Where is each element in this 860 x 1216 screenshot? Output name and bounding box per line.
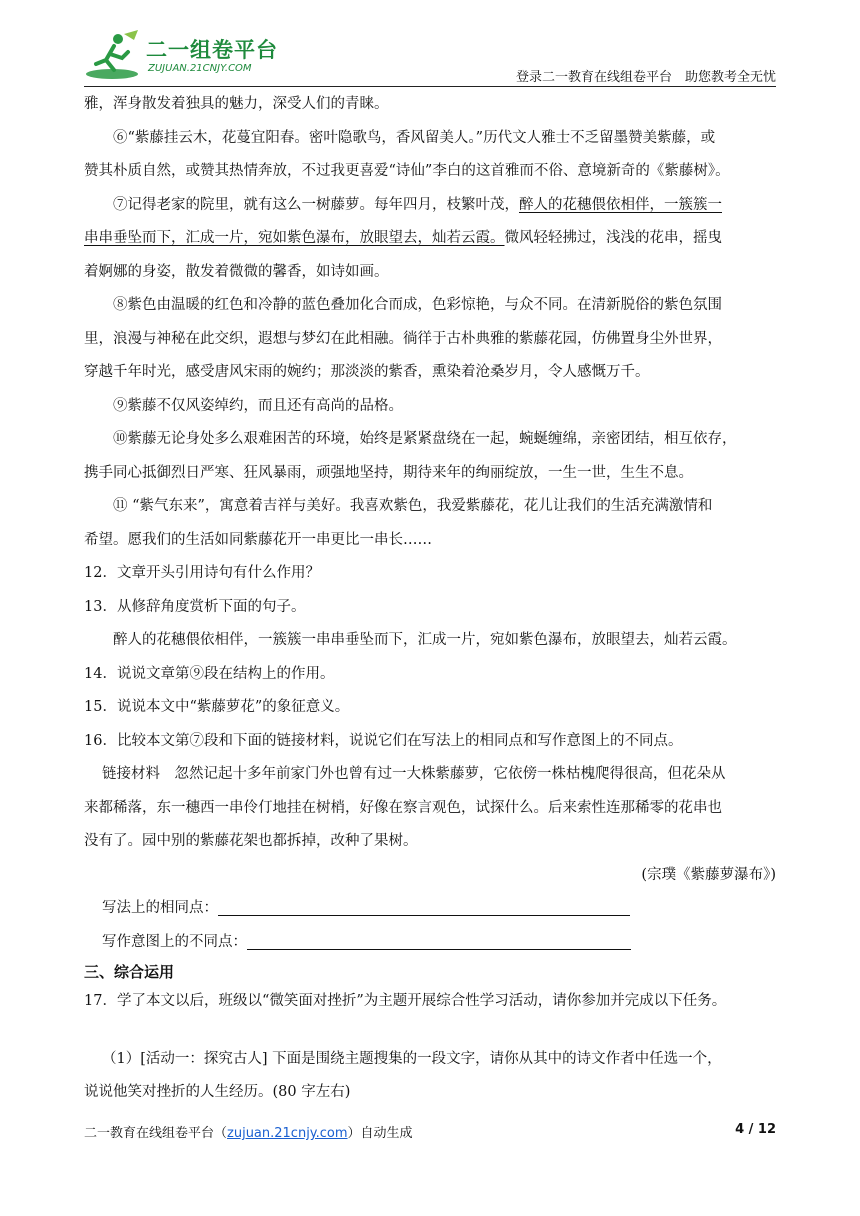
footer-prefix: 二一教育在线组卷平台（ <box>84 1126 228 1141</box>
answer-label: 写法上的相同点： <box>102 900 218 916</box>
underlined-sentence: 串串垂坠而下，汇成一片，宛如紫色瀑布，放眼望去，灿若云霞。 <box>84 230 505 246</box>
spacer <box>84 1019 776 1043</box>
question-13-sentence: 醉人的花穗偎依相伴，一簇簇一串串垂坠而下，汇成一片，宛如紫色瀑布，放眼望去，灿若云霞。 <box>113 632 737 648</box>
paragraph-line: 携手同心抵御烈日严寒、狂风暴雨，顽强地坚持，期待来年的绚丽绽放，一生一世，生生不息。 <box>84 464 693 481</box>
question-16: 16．比较本文第⑦段和下面的链接材料，说说它们在写法上的相同点和写作意图上的不同点。 <box>84 732 683 749</box>
link-material-line: 来都稀落，东一穗西一串伶仃地挂在树梢，好像在察言观色，试探什么。后来索性连那稀零的花串也 <box>84 799 722 816</box>
paragraph-text: ⑦记得老家的院里，就有这么一树藤萝。每年四月，枝繁叶茂， <box>113 196 519 213</box>
answer-blank[interactable] <box>218 895 630 916</box>
page-number: 4 / 12 <box>735 1122 776 1137</box>
paragraph-line: 赞其朴质自然，或赞其热情奔放，不过我更喜爱“诗仙”李白的这首雅而不俗、意境新奇的《紫藤树》。 <box>84 163 730 179</box>
answer-blank[interactable] <box>247 929 631 950</box>
question-17: 17．学了本文以后，班级以“微笑面对挫折”为主题开展综合性学习活动，请你参加并完成以下任务。 <box>84 993 727 1009</box>
answer-row-diff <box>84 926 776 960</box>
paragraph-line: 着婀娜的身姿，散发着微微的馨香，如诗如画。 <box>84 263 389 280</box>
header-slogan: 登录二一教育在线组卷平台 助您教考全无忧 <box>515 70 776 85</box>
question-13: 13．从修辞角度赏析下面的句子。 <box>84 598 306 615</box>
question-12: 12．文章开头引用诗句有什么作用？ <box>84 565 320 581</box>
task-1-line: （1）[活动一：探究古人] 下面是围绕主题搜集的一段文字，请你从其中的诗文作者中任选一个， <box>102 1050 722 1067</box>
document-body <box>84 88 776 1110</box>
footer-link[interactable]: zujuan.21cnjy.com <box>227 1126 348 1141</box>
paragraph-line: ⑩紫藤无论身处多么艰难困苦的环境，始终是紧紧盘绕在一起，蜿蜒缠绵，亲密团结，相互依存， <box>113 431 737 447</box>
paragraph-line: ⑧紫色由温暖的红色和冷静的蓝色叠加化合而成，色彩惊艳，与众不同。在清新脱俗的紫色氛围 <box>113 297 722 313</box>
paragraph-line: 希望。愿我们的生活如同紫藤花开一串更比一串长…… <box>84 531 432 548</box>
paragraph-line <box>84 222 776 256</box>
runner-logo-icon <box>84 30 144 82</box>
paragraph-line: ⑨紫藤不仅风姿绰约，而且还有高尚的品格。 <box>113 397 403 414</box>
task-1-line: 说说他笑对挫折的人生经历。(80 字左右) <box>84 1084 351 1100</box>
logo-url: ZUJUAN.21CNJY.COM <box>148 63 252 74</box>
underlined-sentence: 醉人的花穗偎依相伴，一簇簇一 <box>519 196 722 213</box>
paragraph-text: 微风轻轻拂过，浅浅的花串，摇曳 <box>504 230 722 246</box>
answer-row-same <box>84 892 776 926</box>
section-title: 三、综合运用 <box>84 963 175 981</box>
question-14: 14．说说文章第⑨段在结构上的作用。 <box>84 665 335 682</box>
link-material-line: 没有了。园中别的紫藤花架也都拆掉，改种了果树。 <box>84 833 418 849</box>
paragraph-line: 里，浪漫与神秘在此交织，遐想与梦幻在此相融。徜徉于古朴典雅的紫藤花园，仿佛置身尘外世界， <box>84 330 722 347</box>
paragraph-line: 雅，浑身散发着独具的魅力，深受人们的青睐。 <box>84 96 389 112</box>
paragraph-line: ⑪ “紫气东来”，寓意着吉祥与美好。我喜欢紫色，我爱紫藤花，花儿让我们的生活充满激情和 <box>113 498 713 514</box>
answer-label: 写作意图上的不同点： <box>102 933 247 950</box>
paragraph-line: 穿越千年时光，感受唐风宋雨的婉约；那淡淡的紫香，熏染着沧桑岁月，令人感慨万千。 <box>84 364 650 380</box>
link-material-line: 链接材料 忽然记起十多年前家门外也曾有过一大株紫藤萝，它依傍一株枯槐爬得很高，但花朵从 <box>102 766 726 782</box>
logo[interactable] <box>84 30 304 82</box>
page-footer <box>84 1122 776 1141</box>
paragraph-line <box>84 189 776 223</box>
question-15: 15．说说本文中“紫藤萝花”的象征意义。 <box>84 699 350 715</box>
page-header <box>84 28 776 87</box>
logo-name: 二一组卷平台 <box>146 38 278 62</box>
footer-suffix: ）自动生成 <box>347 1126 413 1141</box>
paragraph-line: ⑥“紫藤挂云木，花蔓宜阳春。密叶隐歌鸟，香风留美人。”历代文人雅士不乏留墨赞美紫藤，或 <box>113 129 716 146</box>
source-citation: (宗璞《紫藤萝瀑布》) <box>641 866 776 883</box>
